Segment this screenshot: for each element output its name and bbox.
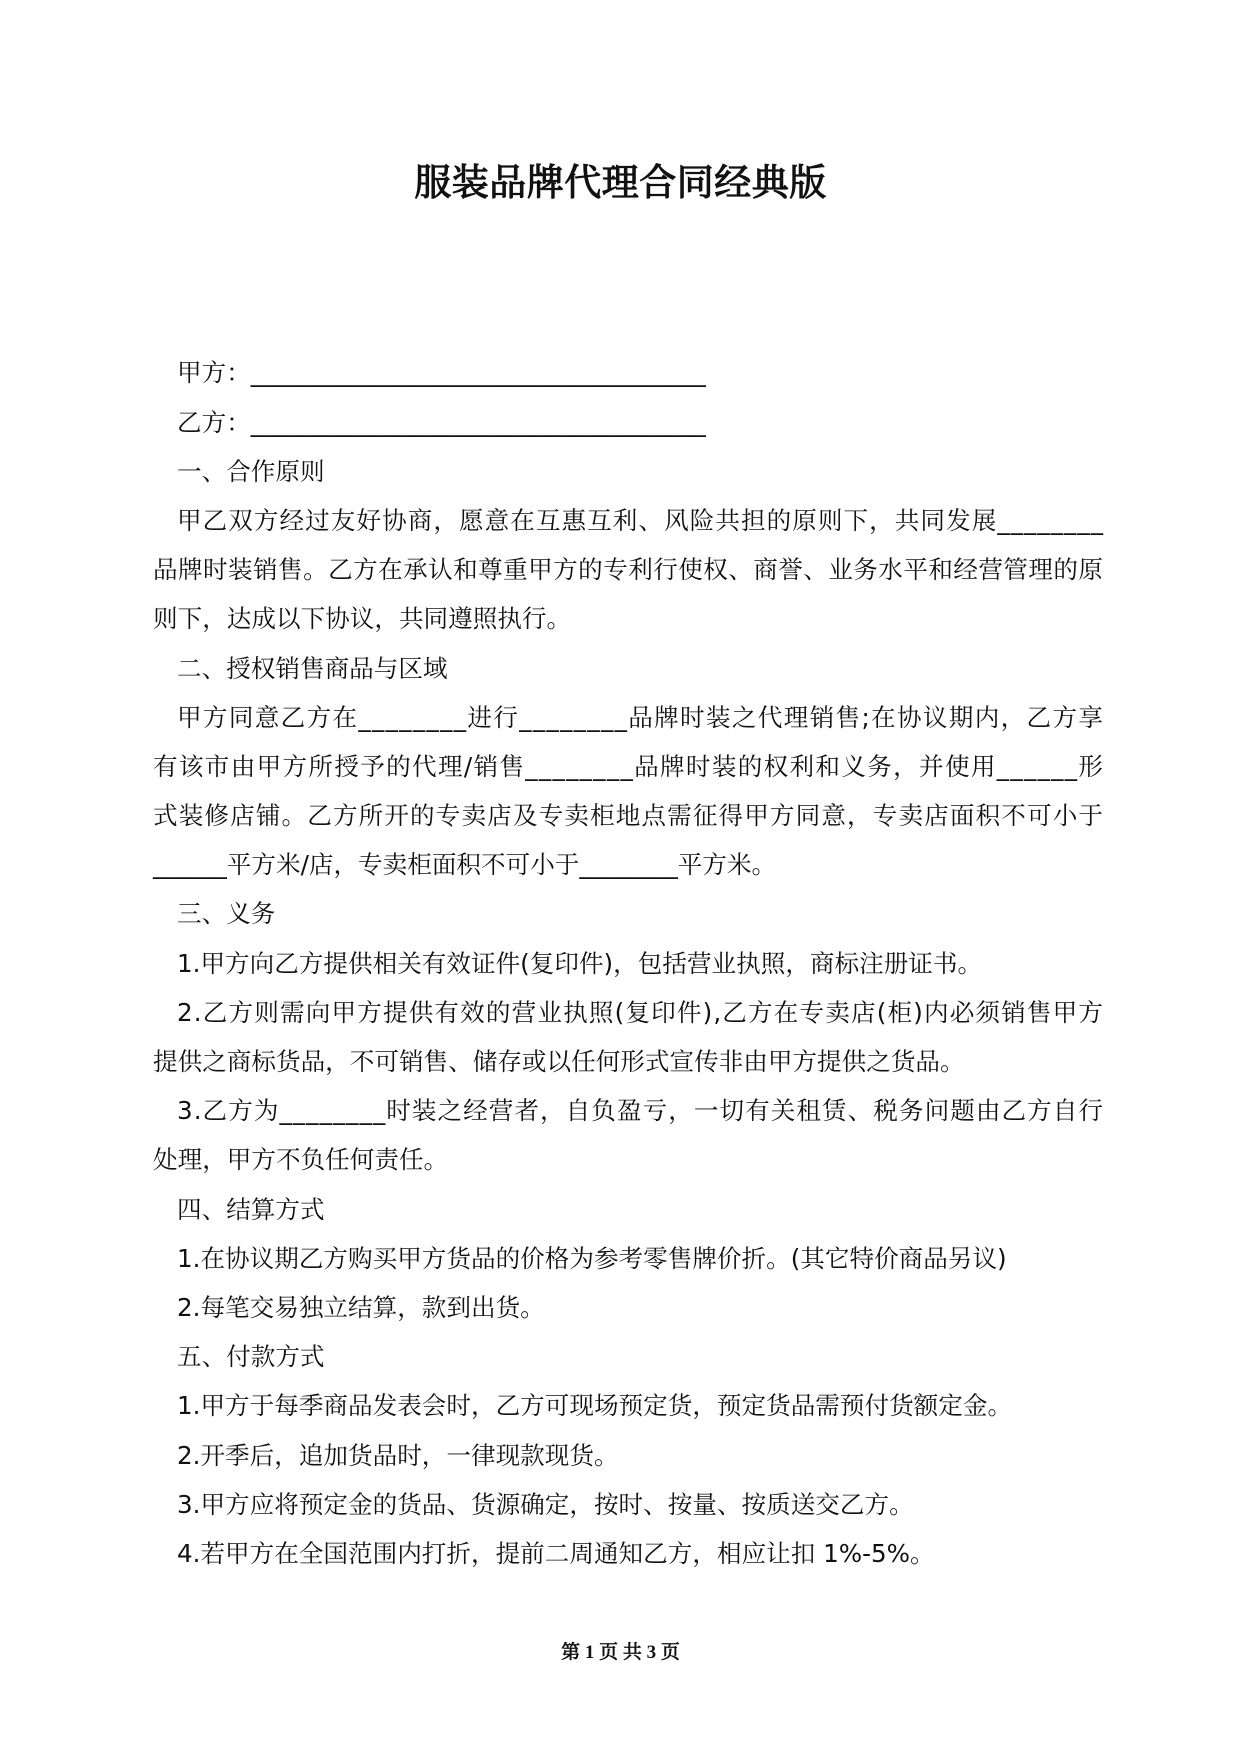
section-heading: 一、合作原则 xyxy=(177,456,325,486)
party-a-blank: _____________________________________ xyxy=(250,358,706,388)
section-heading: 三、义务 xyxy=(177,899,276,929)
document-title: 服装品牌代理合同经典版 xyxy=(414,161,827,204)
clause-line: 2.开季后，追加货品时，一律现款现货。 xyxy=(177,1440,619,1470)
section-heading: 四、结算方式 xyxy=(177,1194,325,1224)
party-b-line xyxy=(153,398,1103,447)
clause-line: 3.乙方为________时装之经营者，自负盈亏，一切有关租赁、税务问题由乙方自行 xyxy=(177,1096,1105,1126)
clause-line: 式装修店铺。乙方所开的专卖店及专卖柜地点需征得甲方同意，专卖店面积不可小于 xyxy=(153,801,1105,831)
clause-line: 则下，达成以下协议，共同遵照执行。 xyxy=(153,604,572,634)
clause-line: 提供之商标货品，不可销售、储存或以任何形式宣传非由甲方提供之货品。 xyxy=(153,1047,965,1077)
clause-line: 1.甲方向乙方提供相关有效证件(复印件)，包括营业执照，商标注册证书。 xyxy=(177,948,983,978)
clause-line: 品牌时装销售。乙方在承认和尊重甲方的专利行使权、商誉、业务水平和经营管理的原 xyxy=(153,555,1104,585)
clause-line: 2.每笔交易独立结算，款到出货。 xyxy=(177,1292,545,1322)
party-b-blank: _____________________________________ xyxy=(250,407,706,437)
clause-line: 3.甲方应将预定金的货品、货源确定，按时、按量、按质送交乙方。 xyxy=(177,1489,914,1519)
clause-line: ______平方米/店，专卖柜面积不可小于________平方米。 xyxy=(153,850,777,880)
page-footer: 第 1 页 共 3 页 xyxy=(561,1642,680,1663)
party-b-label: 乙方： xyxy=(177,407,251,437)
clause-line: 甲方同意乙方在________进行________品牌时装之代理销售;在协议期内，乙方享 xyxy=(177,702,1105,732)
contract-body xyxy=(153,348,1103,1578)
party-a-line xyxy=(153,348,1103,397)
clause-line: 甲乙双方经过友好协商，愿意在互惠互利、风险共担的原则下，共同发展________ xyxy=(177,505,1105,535)
clause-line: 4.若甲方在全国范围内打折，提前二周通知乙方，相应让扣 1%-5%。 xyxy=(177,1538,935,1568)
section-heading: 二、授权销售商品与区域 xyxy=(177,653,448,683)
party-a-label: 甲方： xyxy=(177,358,251,388)
clause-line: 1.甲方于每季商品发表会时，乙方可现场预定货，预定货品需预付货额定金。 xyxy=(177,1391,1013,1421)
section-heading: 五、付款方式 xyxy=(177,1342,325,1372)
clause-line: 2.乙方则需向甲方提供有效的营业执照(复印件),乙方在专卖店(柜)内必须销售甲方 xyxy=(177,997,1105,1027)
clause-line: 处理，甲方不负任何责任。 xyxy=(153,1145,449,1175)
clause-line: 1.在协议期乙方购买甲方货品的价格为参考零售牌价折。(其它特价商品另议) xyxy=(177,1243,1007,1273)
clause-line: 有该市由甲方所授予的代理/销售________品牌时装的权利和义务，并使用______形 xyxy=(153,751,1105,781)
